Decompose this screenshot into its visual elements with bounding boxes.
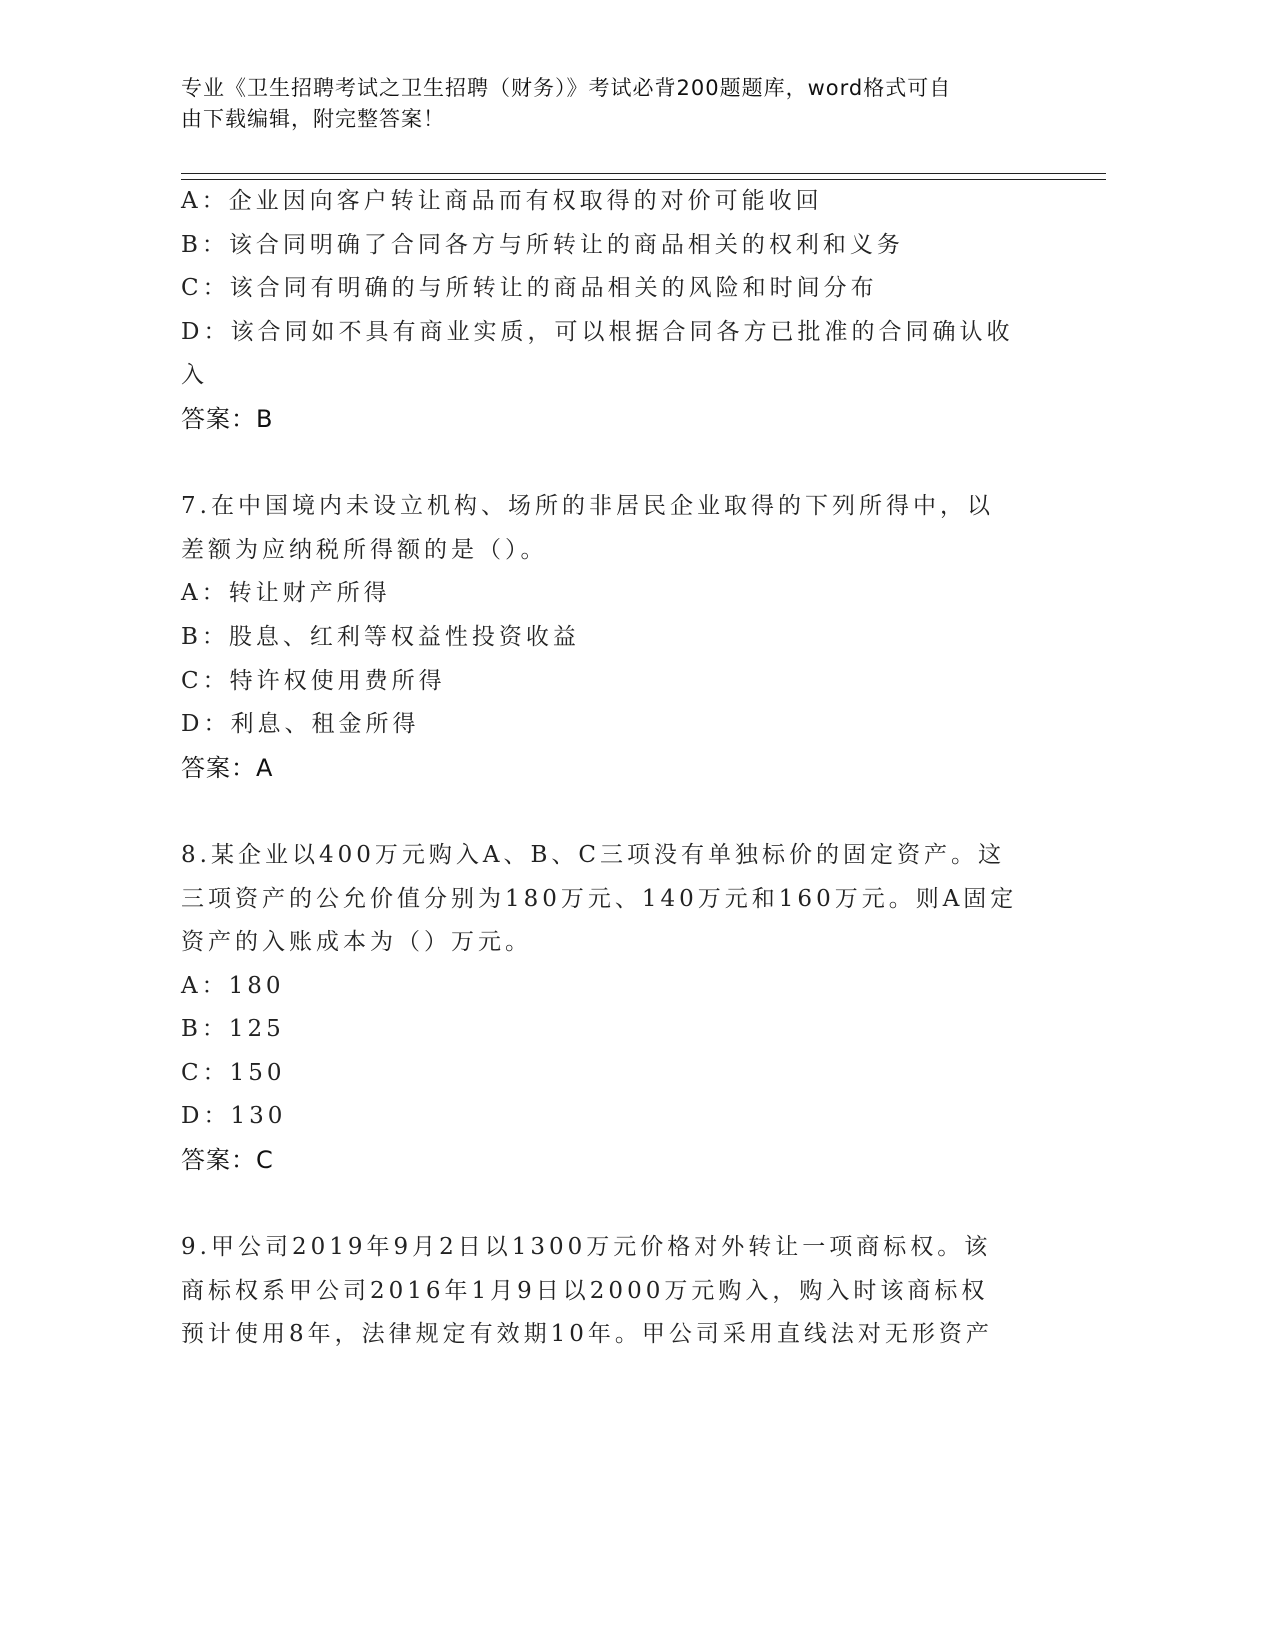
question-list xyxy=(181,180,1041,1357)
option-d: D：该合同如不具有商业实质，可以根据合同各方已批准的合同确认收 xyxy=(181,318,1014,345)
question-9 xyxy=(181,1226,1041,1357)
question-stem-continued: 差额为应纳税所得额的是（）。 xyxy=(181,536,548,563)
option-a: A：180 xyxy=(181,972,285,999)
question-stem: 7.在中国境内未设立机构、场所的非居民企业取得的下列所得中，以 xyxy=(181,493,994,520)
option-b: B：125 xyxy=(181,1016,285,1043)
document-header xyxy=(181,73,1041,135)
question-6 xyxy=(181,180,1041,442)
question-stem-continued: 三项资产的公允价值分别为180万元、140万元和160万元。则A固定 xyxy=(181,885,1018,912)
question-stem: 8.某企业以400万元购入A、B、C三项没有单独标价的固定资产。这 xyxy=(181,841,1005,868)
question-stem-continued: 资产的入账成本为（）万元。 xyxy=(181,929,532,956)
option-c: C：150 xyxy=(181,1059,286,1086)
spacer xyxy=(181,790,1041,834)
question-stem-continued: 商标权系甲公司2016年1月9日以2000万元购入，购入时该商标权 xyxy=(181,1277,989,1304)
question-8 xyxy=(181,834,1041,1183)
option-b: B：该合同明确了合同各方与所转让的商品相关的权利和义务 xyxy=(181,231,904,258)
option-b: B：股息、红利等权益性投资收益 xyxy=(181,623,580,650)
option-d: D：利息、租金所得 xyxy=(181,711,420,738)
question-stem-continued: 预计使用8年，法律规定有效期10年。甲公司采用直线法对无形资产 xyxy=(181,1321,993,1348)
option-d-continued: 入 xyxy=(181,362,208,389)
option-a: A：企业因向客户转让商品而有权取得的对价可能收回 xyxy=(181,188,823,214)
header-line-2: 由下载编辑，附完整答案！ xyxy=(181,107,445,131)
header-divider-top xyxy=(181,173,1106,174)
spacer xyxy=(181,442,1041,486)
option-d: D：130 xyxy=(181,1103,287,1130)
answer: 答案：C xyxy=(181,1146,274,1175)
header-line-1: 专业《卫生招聘考试之卫生招聘（财务）》考试必背200题题库，word格式可自 xyxy=(181,76,952,100)
option-c: C：该合同有明确的与所转让的商品相关的风险和时间分布 xyxy=(181,275,878,302)
answer: 答案：A xyxy=(181,753,274,782)
answer: 答案：B xyxy=(181,404,274,433)
option-c: C：特许权使用费所得 xyxy=(181,667,446,694)
option-a: A：转让财产所得 xyxy=(181,580,391,607)
question-7 xyxy=(181,485,1041,790)
question-stem: 9.甲公司2019年9月2日以1300万元价格对外转让一项商标权。该 xyxy=(181,1234,992,1261)
spacer xyxy=(181,1183,1041,1227)
